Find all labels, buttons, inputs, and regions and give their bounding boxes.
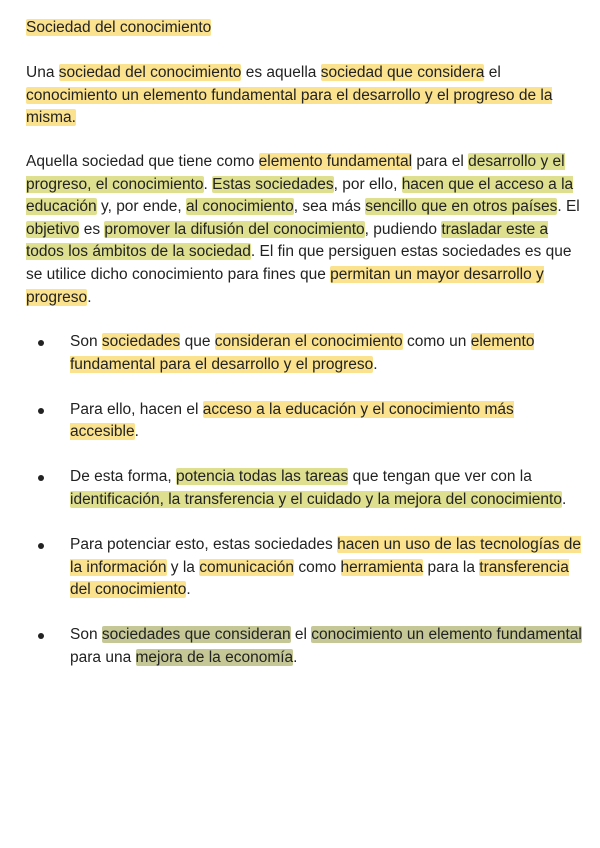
bullet-icon <box>38 633 44 639</box>
text-run: . <box>87 288 92 306</box>
text-run: para el <box>412 153 469 170</box>
text-run: es aquella <box>241 64 321 81</box>
bullet-text <box>70 333 534 373</box>
highlighted-text: comunicación <box>199 558 295 576</box>
text-run: el <box>484 64 501 81</box>
highlighted-text: desarrollo y el progreso, el conocimiento <box>26 153 565 193</box>
bullet-list <box>26 331 586 692</box>
highlighted-text: acceso a la educación y el conocimiento más accesible <box>70 400 514 441</box>
bullet-item <box>26 624 586 669</box>
text-run: . <box>293 648 298 666</box>
text-run: Para ello, hacen el <box>70 400 203 418</box>
bullet-text <box>70 468 566 508</box>
highlighted-text: identificación, la transferencia y el cuidado y la mejora del conocimiento <box>70 490 562 508</box>
highlighted-text: al conocimiento <box>186 198 294 216</box>
highlighted-text: sencillo que en otros países <box>365 198 558 216</box>
text-run: que tengan que ver con la <box>348 468 532 486</box>
bullet-item <box>26 331 586 376</box>
text-run: Son <box>70 333 102 350</box>
highlighted-text: conocimiento un elemento fundamental <box>311 626 582 644</box>
highlighted-text: herramienta <box>340 558 424 576</box>
text-run: que <box>180 333 215 350</box>
text-run: . El <box>557 198 580 216</box>
text-run: como un <box>402 333 471 350</box>
bullet-icon <box>38 543 44 549</box>
bullet-item <box>26 534 586 602</box>
highlighted-text: sociedad que considera <box>320 64 485 81</box>
text-run: y, por ende, <box>96 198 186 216</box>
bullet-text <box>70 401 514 441</box>
highlighted-text: conocimiento un elemento fundamental para el desarrollo y el progreso de la misma. <box>26 86 553 127</box>
highlighted-text: hacen que el acceso a la educación <box>26 175 574 216</box>
text-run: Para potenciar esto, estas sociedades <box>70 536 338 554</box>
bullet-icon <box>38 340 44 346</box>
bullet-text <box>70 626 582 666</box>
text-run: , sea más <box>293 198 366 216</box>
bullet-icon <box>38 475 44 481</box>
text-run: Aquella sociedad que tiene como <box>26 153 259 170</box>
highlighted-text: mejora de la economía <box>135 648 294 666</box>
paragraph-intro <box>26 62 586 130</box>
text-run: , por ello, <box>333 175 402 193</box>
highlighted-text: consideran el conocimiento <box>214 333 403 350</box>
text-run: . El fin que persiguen estas sociedades es que se utilice dicho conocimiento para fines que <box>26 243 572 283</box>
text-run: y la <box>166 558 200 576</box>
highlighted-text: promover la difusión del conocimiento <box>104 220 365 238</box>
bullet-text <box>70 536 581 598</box>
text-run: . <box>186 581 191 599</box>
text-run: . <box>561 490 567 508</box>
highlighted-text: potencia todas las tareas <box>175 468 349 486</box>
text-run: Una <box>26 64 59 81</box>
highlighted-text: sociedades que consideran <box>101 626 291 644</box>
text-run: el <box>290 626 312 644</box>
text-run: . <box>203 175 213 193</box>
text-run: . <box>373 355 378 373</box>
highlighted-text: sociedades <box>101 333 181 350</box>
paragraph-body <box>26 151 586 309</box>
highlighted-text: objetivo <box>26 220 80 238</box>
text-run: para la <box>423 558 480 576</box>
bullet-icon <box>38 408 44 414</box>
text-run: De esta forma, <box>70 468 176 486</box>
highlighted-text: sociedad del conocimiento <box>58 64 242 81</box>
bullet-item <box>26 399 586 444</box>
text-run: Son <box>70 626 102 644</box>
highlighted-text: trasladar este a todos los ámbitos de la sociedad <box>26 220 549 261</box>
document-title <box>26 17 211 39</box>
text-run: como <box>294 558 341 576</box>
highlighted-text: transferencia del conocimiento <box>70 558 569 599</box>
title-highlight: Sociedad del conocimiento <box>26 19 212 36</box>
highlighted-text: hacen un uso de las tecnologías de la información <box>70 536 581 576</box>
highlighted-text: elemento fundamental para el desarrollo y el progreso <box>70 333 535 373</box>
text-run: es <box>79 220 105 238</box>
bullet-item <box>26 466 586 511</box>
text-run: para una <box>70 648 136 666</box>
highlighted-text: Estas sociedades <box>212 175 334 193</box>
highlighted-text: elemento fundamental <box>258 153 413 170</box>
text-run: , pudiendo <box>364 220 442 238</box>
text-run: . <box>134 423 139 441</box>
highlighted-text: permitan un mayor desarrollo y progreso <box>26 265 544 306</box>
